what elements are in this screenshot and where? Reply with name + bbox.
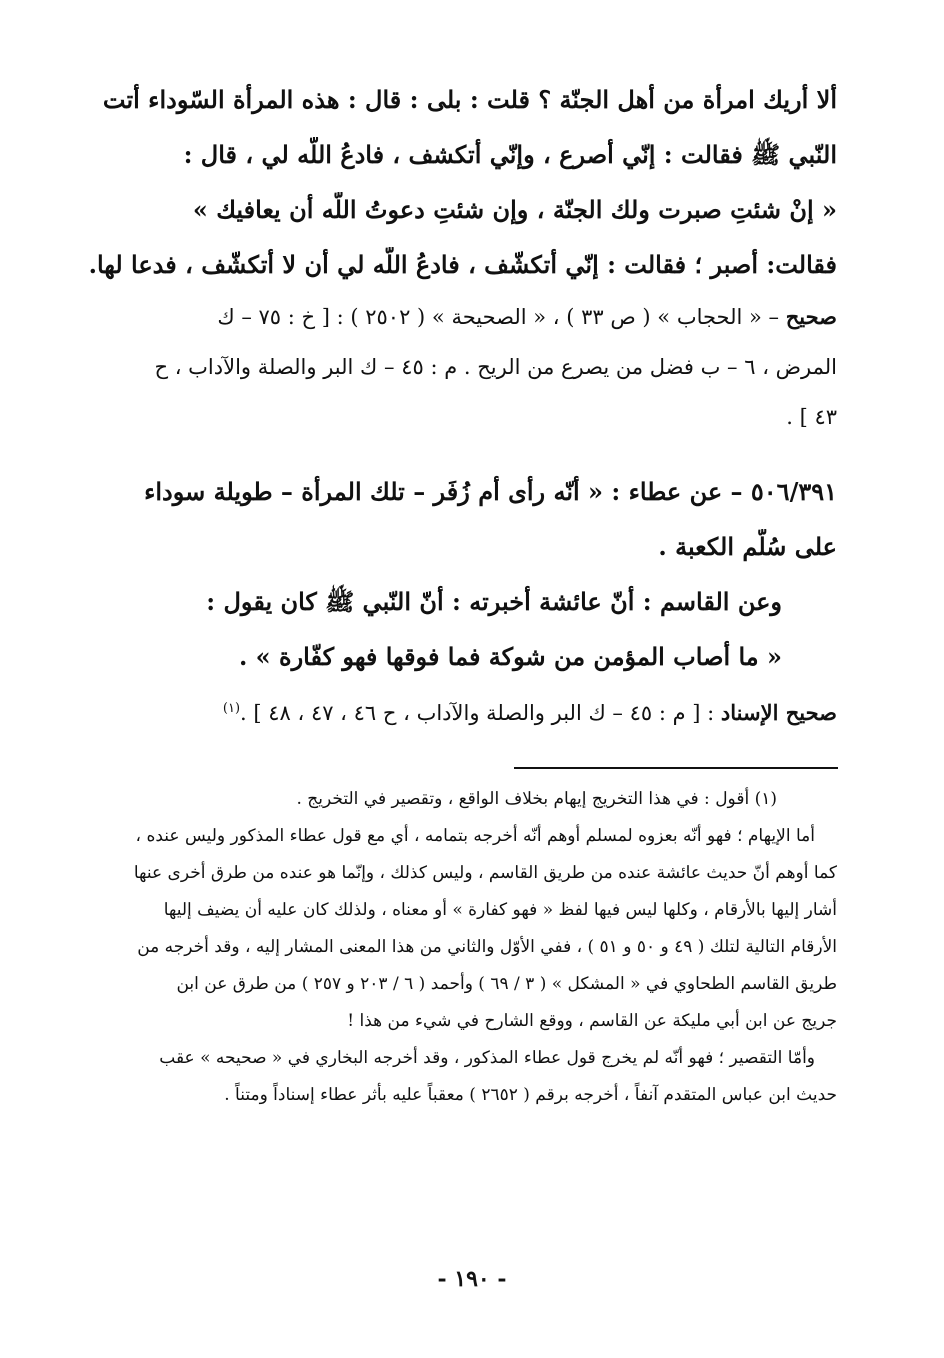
footnote-line: أما الإيهام ؛ فهو أنّه بعزوه لمسلم أوهم أنّه أخرجه بتمامه ، أي مع قول عطاء المذكور وليس عنده ، [135,826,815,846]
text-line: « إنْ شئتِ صبرت ولك الجنّة ، وإن شئتِ دعوتُ اللّه أن يعافيك » [192,195,837,224]
footnote-line: وأمّا التقصير ؛ فهو أنّه لم يخرج قول عطاء المذكور ، وقد أخرجه البخاري في « صحيحه » عقب [159,1048,815,1068]
footnote-line: حديث ابن عباس المتقدم آنفاً ، أخرجه برقم ( ٢٦٥٢ ) معقباً عليه بأثر عطاء إسناداً ومتناً . [224,1085,837,1105]
text-line: على سُلّم الكعبة . [658,532,837,561]
text-line: وعن القاسم : أنّ عائشة أخبرته : أنّ النّبي ﷺ كان يقول : [206,587,782,616]
section-gap [72,452,837,474]
grade-label: صحيح [785,304,837,329]
footnote-divider [514,767,838,769]
footnote [72,786,837,1119]
footnote-line: أشار إليها بالأرقام ، وكلها ليس فيها لفظ « فهو كفارة » أو معناه ، ولذلك كان عليه أن يضيف إليها [163,900,837,920]
grade-reference: – « الحجاب » ( ص ٣٣ ) ، « الصحيحة » ( ٢٥٠٢ ) : [ خ : ٧٥ – ك [217,305,786,329]
footnote-line: كما أوهم أنّ حديث عائشة عنده من طريق القاسم ، وليس كذلك ، وإنّما هو عنده من طرق أخرى عنها [133,863,837,883]
reference-line: المرض ، ٦ – ب فضل من يصرع من الريح . م : ٤٥ – ك البر والصلة والآداب ، ح [154,355,837,379]
grading-line [72,694,837,728]
footnote-line: طريق القاسم الطحاوي في « المشكل » ( ٣ / ٦٩ ) وأحمد ( ٦ / ٢٠٣ و ٢٥٧ ) من طرق عن ابن [176,974,837,994]
footnote-line: جريج عن ابن أبي مليكة عن القاسم ، ووقع الشارح في شيء من هذا ! [347,1011,837,1031]
reference-line: ٤٣ ] . [786,405,837,429]
grade-label: صحيح الإسناد [720,700,837,725]
hadith-heading [72,474,837,510]
main-text [72,82,837,748]
footnote-marker: (١) [222,701,241,716]
grade-reference: : [ م : ٤٥ – ك البر والصلة والآداب ، ح ٤٦ ، ٤٧ ، ٤٨ ] . [240,701,721,725]
grading-line [72,302,837,332]
text-line: « ما أصاب المؤمن من شوكة فما فوقها فهو كفّارة » . [238,642,782,671]
footnote-line: الأرقام التالية لتلك ( ٤٩ و ٥٠ و ٥١ ) ، ففي الأوّل والثاني من هذا المعنى المشار إليه ، وقد أخرجه من [137,937,837,957]
text-line: ألا أريك امرأة من أهل الجنّة ؟ قلت : بلى : قال : هذه المرأة السّوداء أتت [102,85,837,114]
text-line: فقالت: أصبر ؛ فقالت : إنّي أتكشّف ، فادعُ اللّه لي أن لا أتكشّف ، فدعا لها. [88,250,837,279]
text-line: النّبي ﷺ فقالت : إنّي أصرع ، وإنّي أتكشف ، فادعُ اللّه لي ، قال : [183,140,837,169]
hadith-number: ٥٠٦/٣٩١ [750,477,837,506]
page-number: - ١٩٠ - [437,1266,507,1292]
hadith-opening: – عن عطاء : « أنّه رأى أم زُفَر – تلك المرأة – طويلة سوداء [144,477,751,506]
footnote-line: (١) أقول : في هذا التخريج إيهام بخلاف الواقع ، وتقصير في التخريج . [296,789,777,809]
